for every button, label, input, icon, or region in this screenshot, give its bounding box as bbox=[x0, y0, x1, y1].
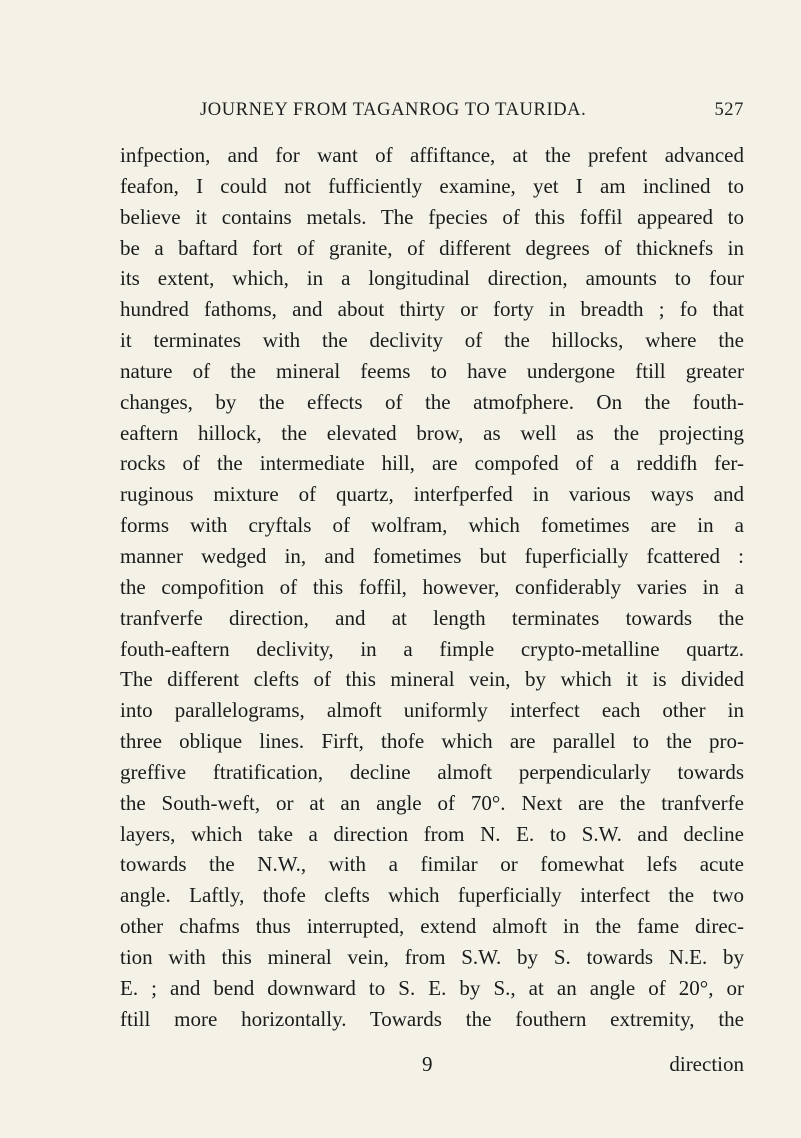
text-line: eaftern hillock, the elevated brow, as well as the projecting bbox=[120, 420, 744, 445]
running-head-title: JOURNEY FROM TAGANROG TO TAURIDA. bbox=[200, 100, 587, 120]
text-line: feafon, I could not fufficiently examine, yet I am inclined to bbox=[120, 173, 744, 198]
text-line: The different clefts of this mineral vein, by which it is divided bbox=[120, 667, 744, 692]
text-line: into parallelograms, almoft uniformly interfect each other in bbox=[120, 698, 744, 723]
text-line: tranfverfe direction, and at length terminates towards the bbox=[120, 605, 744, 630]
text-line: ruginous mixture of quartz, interfperfed in various ways and bbox=[120, 482, 744, 507]
page-number: 527 bbox=[714, 100, 744, 120]
text-line: greffive ftratification, decline almoft perpendicularly towards bbox=[120, 759, 744, 784]
text-line: manner wedged in, and fometimes but fuperficially fcattered : bbox=[120, 543, 744, 568]
running-head bbox=[200, 100, 744, 128]
text-line: rocks of the intermediate hill, are compofed of a reddifh fer- bbox=[120, 451, 744, 476]
text-line: fouth-eaftern declivity, in a fimple crypto-metalline quartz. bbox=[120, 636, 744, 661]
text-line: infpection, and for want of affiftance, at the prefent advanced bbox=[120, 143, 744, 167]
text-line: forms with cryftals of wolfram, which fometimes are in a bbox=[120, 513, 744, 538]
text-line: ftill more horizontally. Towards the fouthern extremity, the bbox=[120, 1006, 744, 1031]
text-line: E. ; and bend downward to S. E. by S., at an angle of 20°, or bbox=[120, 975, 744, 1000]
text-line: angle. Laftly, thofe clefts which fuperficially interfect the two bbox=[120, 883, 744, 908]
catchword: direction bbox=[669, 1052, 744, 1076]
text-line: three oblique lines. Firft, thofe which are parallel to the pro- bbox=[120, 729, 744, 754]
signature-mark: 9 bbox=[422, 1052, 433, 1076]
text-line: the South-weft, or at an angle of 70°. Next are the tranfverfe bbox=[120, 790, 744, 815]
text-line: changes, by the effects of the atmofphere. On the fouth- bbox=[120, 389, 744, 414]
text-line: nature of the mineral feems to have undergone ftill greater bbox=[120, 358, 744, 383]
text-line: tion with this mineral vein, from S.W. by S. towards N.E. by bbox=[120, 944, 744, 969]
text-line: towards the N.W., with a fimilar or fomewhat lefs acute bbox=[120, 852, 744, 877]
body-text bbox=[120, 140, 744, 1034]
text-line: layers, which take a direction from N. E. to S.W. and decline bbox=[120, 821, 744, 846]
text-line: hundred fathoms, and about thirty or forty in breadth ; fo that bbox=[120, 297, 744, 322]
catch-line bbox=[120, 1049, 744, 1079]
text-line: its extent, which, in a longitudinal direction, amounts to four bbox=[120, 266, 744, 291]
text-line: the compofition of this foffil, however, confiderably varies in a bbox=[120, 574, 744, 599]
text-line: it terminates with the declivity of the hillocks, where the bbox=[120, 328, 744, 353]
text-line: believe it contains metals. The fpecies of this foffil appeared to bbox=[120, 204, 744, 229]
text-line: be a baftard fort of granite, of different degrees of thicknefs in bbox=[120, 235, 744, 260]
text-line: other chafms thus interrupted, extend almoft in the fame direc- bbox=[120, 914, 744, 939]
